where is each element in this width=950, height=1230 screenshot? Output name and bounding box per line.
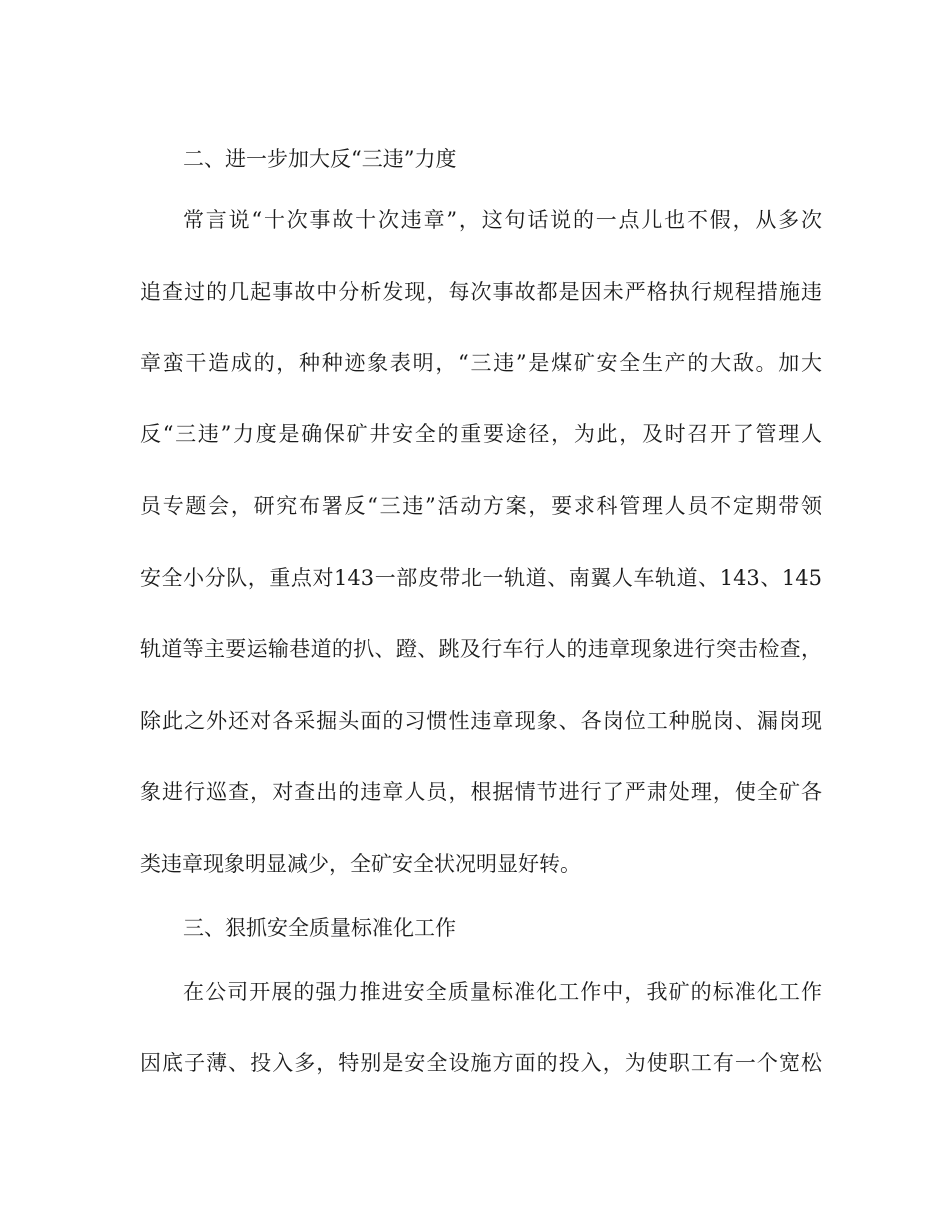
paragraph-line: 员专题会，研究布署反“三违”活动方案，要求科管理人员不定期带领	[140, 494, 822, 518]
paragraph-line: 安全小分队，重点对143一部皮带北一轨道、南翼人车轨道、143、145	[140, 566, 822, 590]
paragraph-line: 反“三违”力度是确保矿井安全的重要途径，为此，及时召开了管理人	[140, 422, 822, 446]
paragraph-line: 章蛮干造成的，种种迹象表明，“三违”是煤矿安全生产的大敌。加大	[140, 351, 822, 375]
paragraph-line: 除此之外还对各采掘头面的习惯性违章现象、各岗位工种脱岗、漏岗现	[140, 709, 822, 733]
paragraph-line: 追查过的几起事故中分析发现，每次事故都是因未严格执行规程措施违	[140, 280, 822, 304]
paragraph-line: 象进行巡查，对查出的违章人员，根据情节进行了严肃处理，使全矿各	[140, 780, 822, 804]
section-heading: 三、狠抓安全质量标准化工作	[183, 916, 456, 940]
paragraph-line: 常言说“十次事故十次违章”，这句话说的一点儿也不假，从多次	[183, 208, 822, 232]
paragraph-line: 轨道等主要运输巷道的扒、蹬、跳及行车行人的违章现象进行突击检查，	[140, 637, 822, 661]
paragraph-line: 因底子薄、投入多，特别是安全设施方面的投入，为使职工有一个宽松	[140, 1051, 822, 1075]
paragraph-line: 在公司开展的强力推进安全质量标准化工作中，我矿的标准化工作	[183, 980, 822, 1004]
paragraph-line: 类违章现象明显减少，全矿安全状况明显好转。	[140, 852, 581, 876]
section-heading: 二、进一步加大反“三违”力度	[183, 147, 457, 171]
